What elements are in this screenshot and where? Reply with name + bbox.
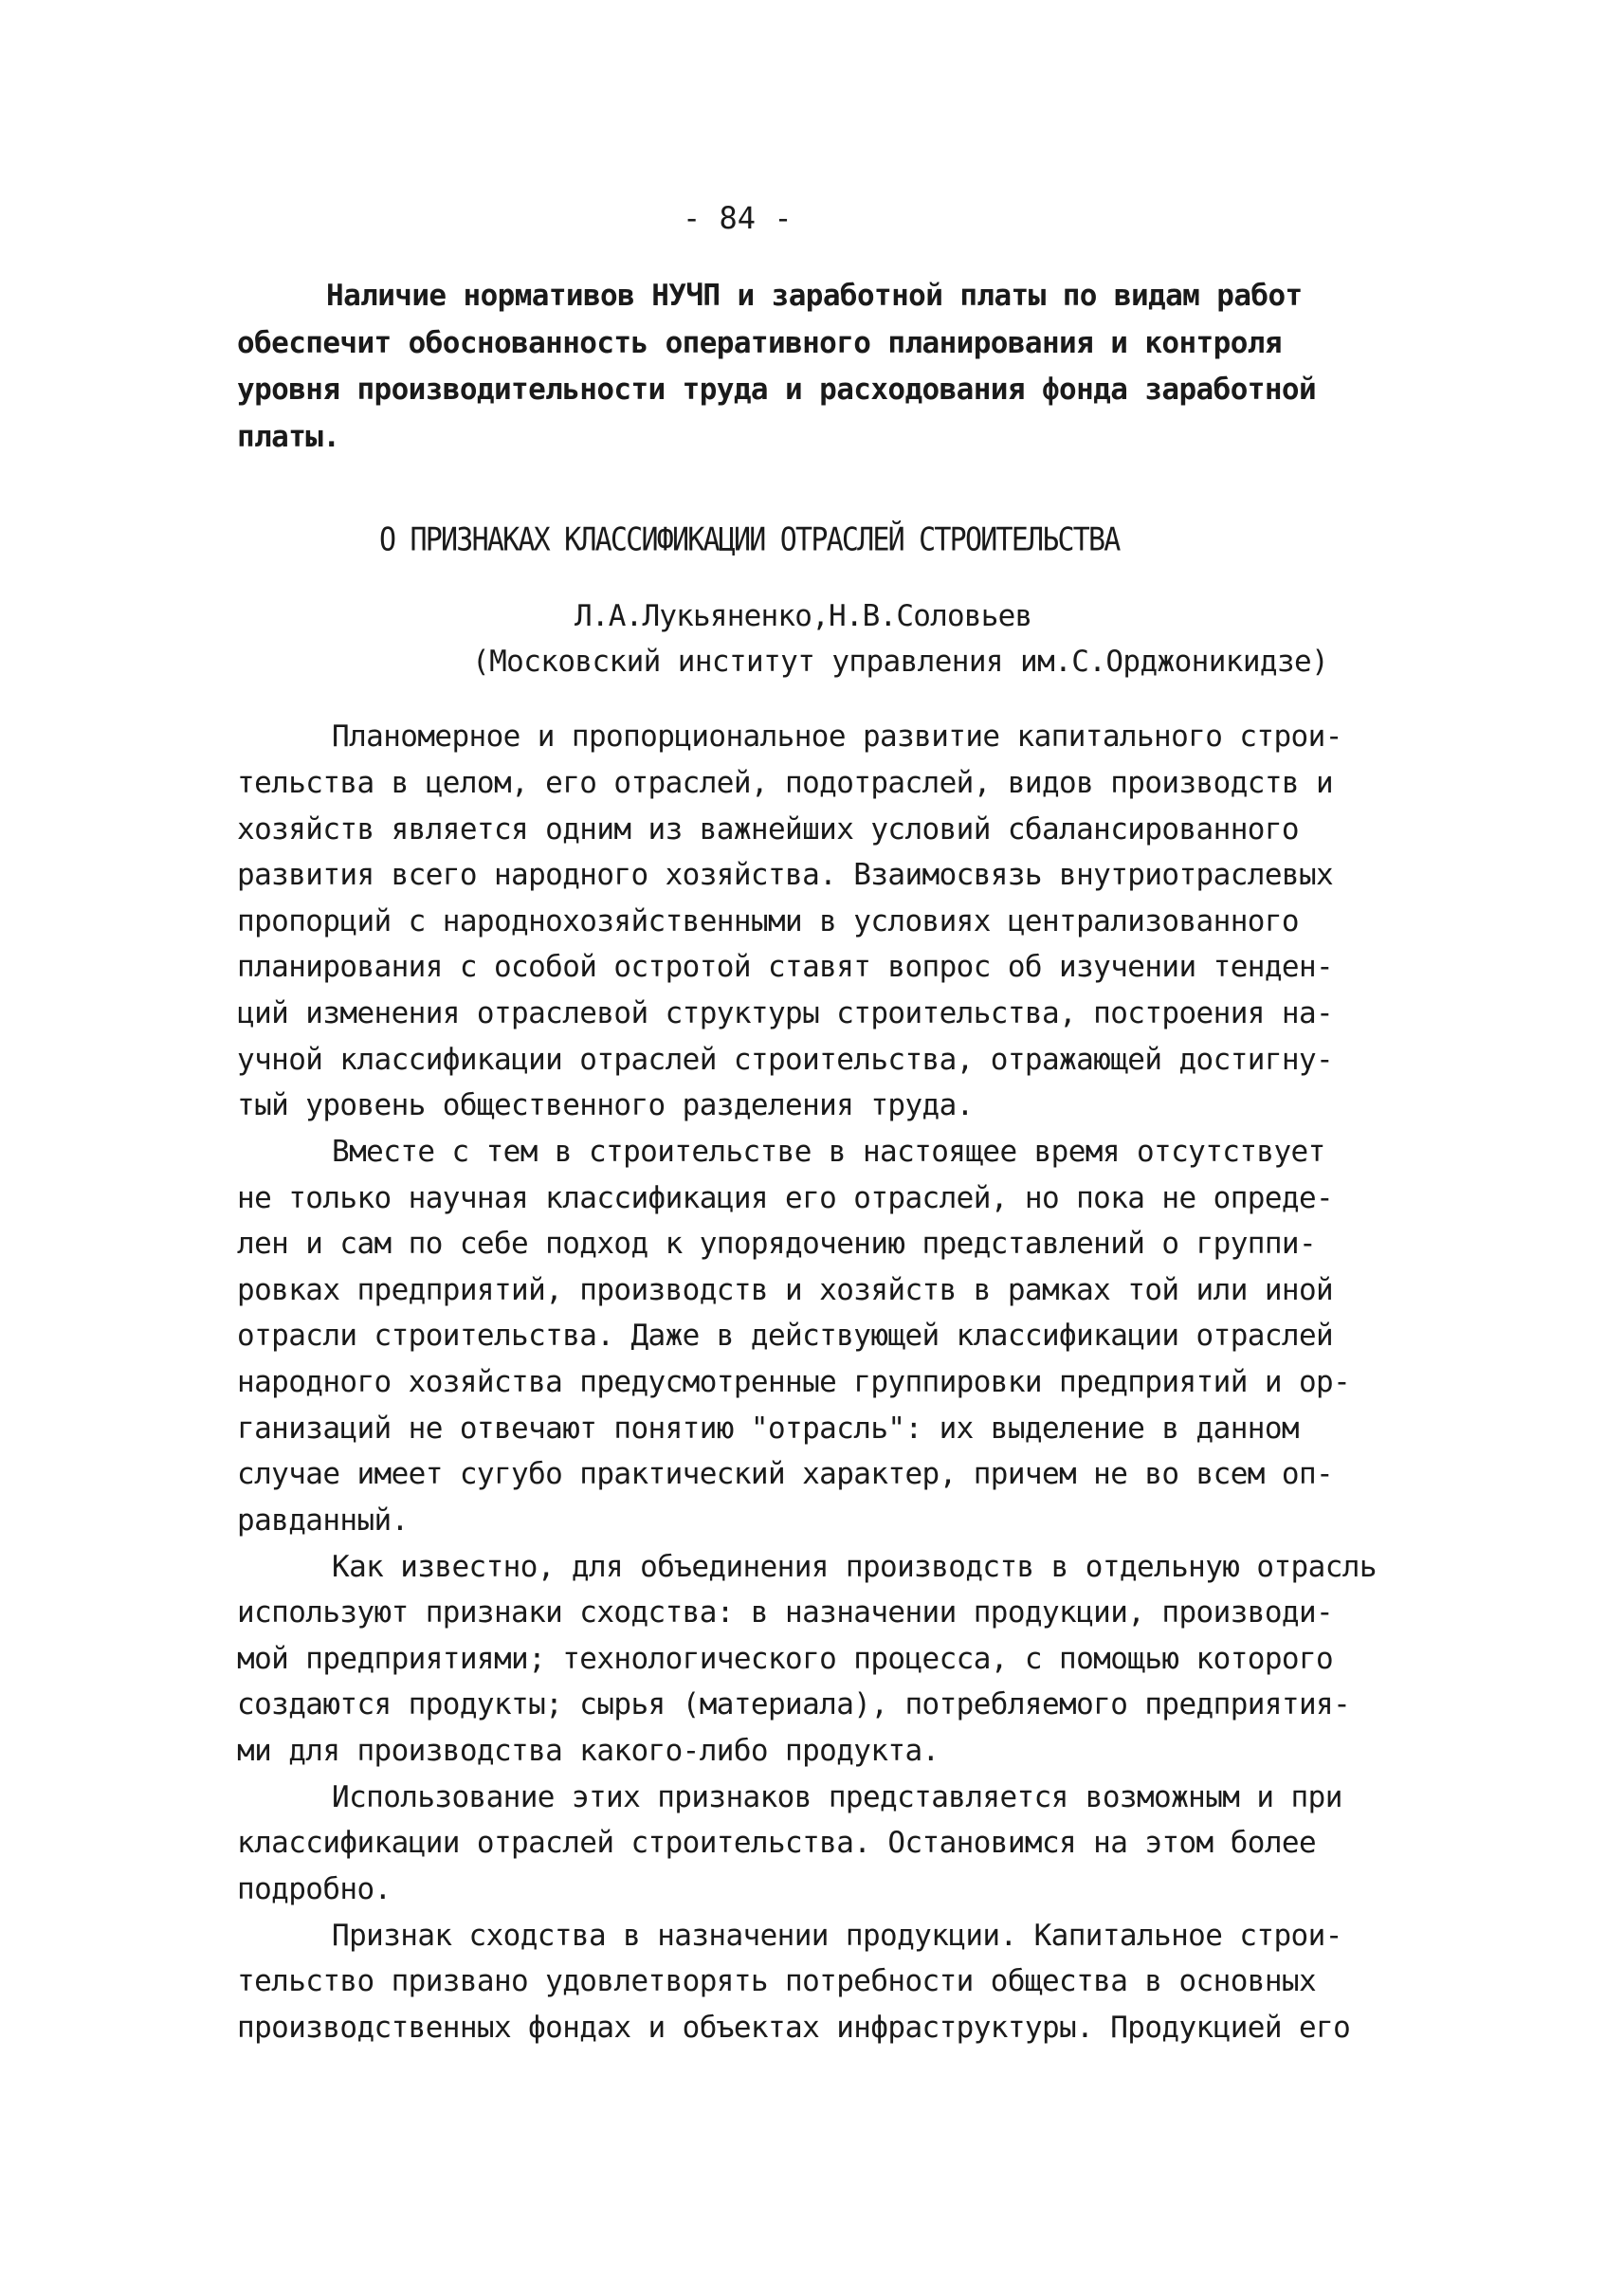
body-line: ций изменения отраслевой структуры строительства, построения на- [237,996,1334,1030]
body-line: хозяйств является одним из важнейших условий сбалансированного [237,812,1299,847]
body-line: учной классификации отраслей строительства, отражающей достигну- [237,1043,1334,1077]
article-title: О ПРИЗНАКАХ КЛАССИФИКАЦИИ ОТРАСЛЕЙ СТРОИТЕЛЬСТВА [379,521,1120,559]
intro-line: Наличие нормативов НУЧП и заработной платы по видам работ [326,279,1303,313]
intro-line: обеспечит обоснованность оперативного планирования и контроля [237,326,1282,360]
body-line: Планомерное и пропорциональное развитие капитального строи- [332,719,1342,754]
body-line: классификации отраслей строительства. Остановимся на этом более [237,1826,1317,1860]
body-line: случае имеет сугубо практический характер, причем не во всем оп- [237,1457,1334,1491]
body-line: ганизаций не отвечают понятию "отрасль": их выделение в данном [237,1412,1299,1446]
body-line: Использование этих признаков представляется возможным и при [332,1780,1342,1814]
body-line: планирования с особой остротой ставят вопрос об изучении тенден- [237,950,1334,984]
article-affiliation: (Московский институт управления им.С.Орджоникидзе) [472,645,1329,679]
body-line: пропорций с народнохозяйственными в условиях централизованного [237,904,1299,938]
body-line: Вместе с тем в строительстве в настоящее время отсутствует [332,1135,1325,1169]
intro-line: уровня производительности труда и расходования фонда заработной [237,373,1317,407]
body-line: не только научная классификация его отраслей, но пока не опреде- [237,1181,1334,1215]
body-line: отрасли строительства. Даже в действующей классификации отраслей [237,1319,1334,1353]
intro-line: платы. [237,420,340,454]
body-line: тельство призвано удовлетворять потребности общества в основных [237,1964,1317,1998]
body-line: лен и сам по себе подход к упорядочению представлений о группи- [237,1227,1317,1261]
body-line: Как известно, для объединения производств в отдельную отрасль [332,1550,1377,1584]
body-line: подробно. [237,1872,392,1906]
body-line: используют признаки сходства: в назначении продукции, производи- [237,1595,1334,1630]
article-authors: Л.А.Лукьяненко,Н.В.Соловьев [575,599,1032,633]
body-line: создаются продукты; сырья (материала), потребляемого предприятия- [237,1687,1351,1721]
body-line: народного хозяйства предусмотренные группировки предприятий и ор- [237,1365,1351,1399]
body-line: равданный. [237,1503,409,1538]
body-line: тый уровень общественного разделения труда. [237,1088,974,1122]
body-line: производственных фондах и объектах инфраструктуры. Продукцией его [237,2011,1351,2045]
body-line: ровках предприятий, производств и хозяйств в рамках той или иной [237,1273,1334,1307]
body-line: ми для производства какого-либо продукта. [237,1734,940,1768]
body-line: Признак сходства в назначении продукции. Капитальное строи- [332,1919,1342,1953]
body-line: тельства в целом, его отраслей, подотраслей, видов производств и [237,766,1334,800]
body-line: развития всего народного хозяйства. Взаимосвязь внутриотраслевых [237,858,1334,892]
page-number: - 84 - [683,200,793,236]
body-line: мой предприятиями; технологического процесса, с помощью которого [237,1642,1334,1676]
